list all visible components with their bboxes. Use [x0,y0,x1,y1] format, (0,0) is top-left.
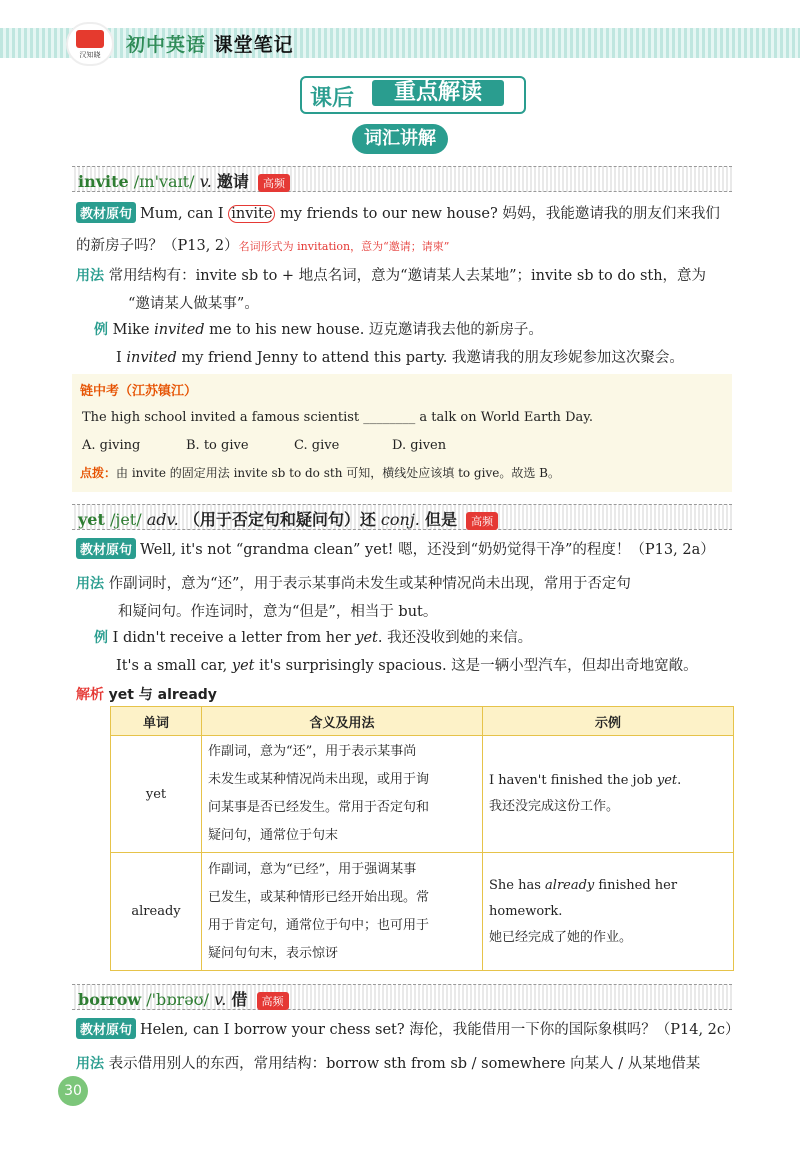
meaning-2: 但是 [424,510,457,529]
word-heading-invite [72,166,732,192]
freq-badge: 高频 [258,174,290,192]
publisher-logo [66,22,114,66]
exam-question: The high school invited a famous scientist ________ a talk on World Earth Day. [82,410,593,425]
table-cell-word: yet [111,736,202,853]
section-title-right: 重点解读 [372,80,504,106]
example-1: 例 I didn't receive a letter from her yet. 我还没收到她的来信。 [94,630,533,646]
exam-tip: 点拨：由 invite 的固定用法 invite sb to do sth 可知，横线处应该填 to give。故选 B。 [80,466,560,480]
book-title-part1: 初中英语 [126,34,207,56]
section-subtitle: 词汇讲解 [352,124,448,154]
word-heading-borrow [72,984,732,1010]
usage-label: 用法 [76,1056,104,1072]
usage: 用法 表示借用别人的东西，常用结构：borrow sth from sb / somewhere 向某人 / 从某地借某 [76,1056,701,1072]
freq-badge: 高频 [257,992,289,1010]
section-title [300,76,526,114]
part-of-speech-2: conj. [380,510,420,529]
table-cell-example: She has already finished her homework. 她已经完成了她的作业。 [483,853,734,971]
table-cell-example: I haven't finished the job yet. 我还没完成这份工作。 [483,736,734,853]
table-cell-word: already [111,853,202,971]
headword: invite [78,172,129,191]
analysis-label: 解析 [76,687,104,703]
usage-line2: “邀请某人做某事”。 [128,296,259,312]
option-a: A. giving [82,438,141,453]
option-b: B. to give [186,438,249,453]
page-number: 30 [58,1076,88,1106]
source-tag: 教材原句 [76,1018,136,1039]
usage-line2: 和疑问句。作连词时，意为“但是”，相当于 but。 [118,604,438,620]
source-sentence: 教材原句 Helen, can I borrow your chess set? 海伦，我能借用一下你的国际象棋吗？（P14, 2c） [76,1018,740,1039]
phonetic: /ɪn'vaɪt/ [133,172,195,191]
headword: yet [78,510,105,529]
example-2: It's a small car, yet it's surprisingly spacious. 这是一辆小型汽车，但却出奇地宽敞。 [116,658,698,674]
highlighted-word: invite [228,205,275,223]
table-header: 含义及用法 [202,707,483,736]
source-tag: 教材原句 [76,202,136,223]
usage: 用法 常用结构有：invite sb to + 地点名词，意为“邀请某人去某地”；invite sb to do sth，意为 [76,268,707,284]
table-row [111,736,734,853]
option-d: D. given [392,438,447,453]
part-of-speech: v. [214,990,227,1009]
section-title-left: 课后 [310,86,355,111]
analysis [76,684,217,704]
usage-label: 用法 [76,576,104,592]
usage: 用法 作副词时，意为“还”，用于表示某事尚未发生或某种情况尚未出现，常用于否定句 [76,576,631,592]
comparison-table [110,706,734,971]
source-tag: 教材原句 [76,538,136,559]
book-title [126,30,294,57]
meaning: （用于否定句和疑问句）还 [183,510,376,529]
source-sentence: 教材原句 Well, it's not “grandma clean” yet! 嗯，还没到“奶奶觉得干净”的程度！（P13, 2a） [76,538,715,559]
example-1: 例 Mike invited me to his new house. 迈克邀请我去他的新房子。 [94,322,543,338]
header-band [0,28,800,58]
table-header-row [111,707,734,736]
handwritten-note: 名词形式为 invitation，意为“邀请；请柬” [238,240,450,253]
book-icon [76,30,104,48]
example-label: 例 [94,322,108,338]
headword: borrow [78,990,142,1009]
logo-text: 汉知晓 [79,51,101,59]
example-label: 例 [94,630,108,646]
table-header: 单词 [111,707,202,736]
example-2: I invited my friend Jenny to attend this party. 我邀请我的朋友珍妮参加这次聚会。 [116,350,684,366]
exam-title: 链中考（江苏镇江） [80,384,198,399]
freq-badge: 高频 [466,512,498,530]
table-cell-usage: 作副词，意为“已经”，用于强调某事 已发生，或某种情形已经开始出现。常 用于肯定句，通常位于句中；也可用于 疑问句句末，表示惊讶 [202,853,483,971]
source-sentence: 教材原句 Mum, can I invite my friends to our new house? 妈妈，我能邀请我的朋友们来我们 [76,202,720,223]
exam-box [72,374,732,492]
analysis-title: yet 与 already [108,687,217,703]
part-of-speech: v. [199,172,212,191]
table-header: 示例 [483,707,734,736]
book-title-part2: 课堂笔记 [213,34,294,56]
part-of-speech: adv. [146,510,179,529]
table-cell-usage: 作副词，意为“还”，用于表示某事尚 未发生或某种情况尚未出现，或用于询 问某事是否已经发生。常用于否定句和 疑问句，通常位于句末 [202,736,483,853]
meaning: 邀请 [216,172,249,191]
word-heading-yet [72,504,732,530]
source-sentence-line2: 的新房子吗？（P13, 2）名词形式为 invitation，意为“邀请；请柬” [76,238,450,254]
usage-label: 用法 [76,268,104,284]
phonetic: /jet/ [109,510,142,529]
meaning: 借 [231,990,248,1009]
option-c: C. give [294,438,340,453]
table-row [111,853,734,971]
phonetic: /'bɒrəʊ/ [146,990,209,1009]
